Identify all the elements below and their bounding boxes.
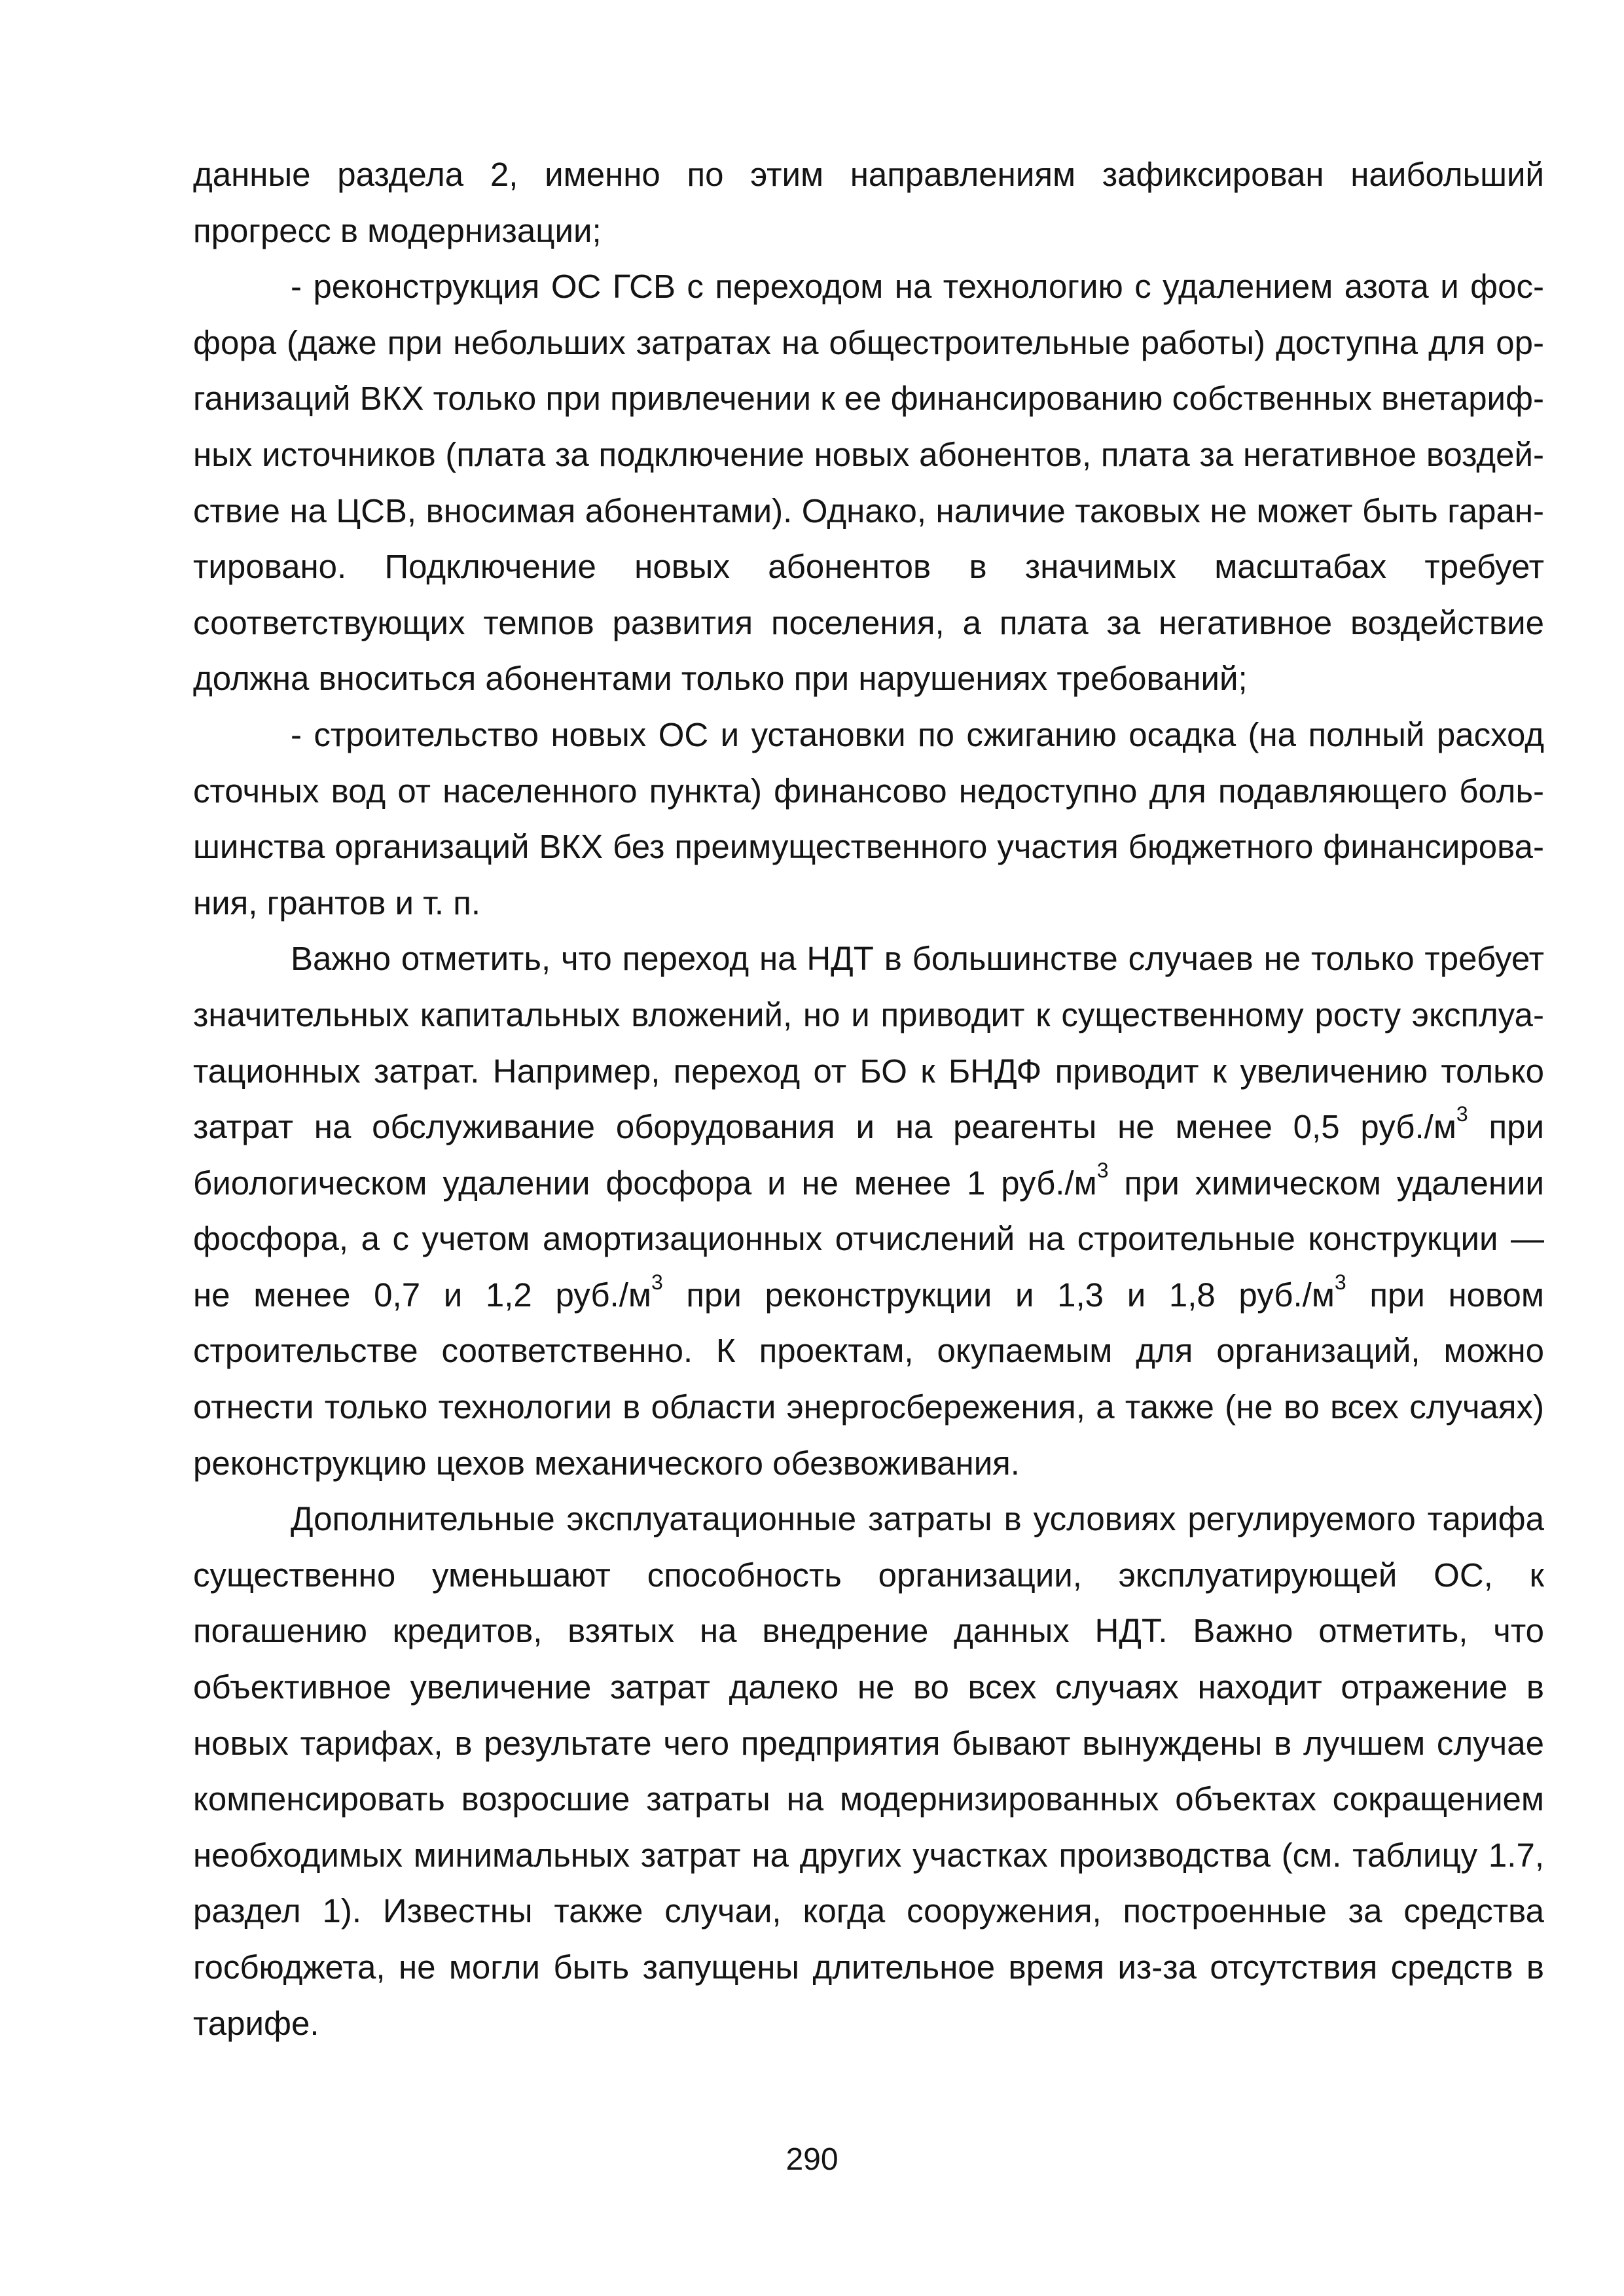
unit-superscript: [651, 1270, 663, 1314]
superscript-exponent: 3: [651, 1270, 663, 1294]
unit-superscript: [1334, 1270, 1346, 1314]
body-paragraph: [193, 259, 1544, 707]
body-paragraph: [193, 1491, 1544, 2051]
superscript-exponent: 3: [1456, 1102, 1468, 1126]
unit-superscript: [1096, 1158, 1109, 1202]
page-number: 290: [785, 2142, 839, 2177]
body-paragraph: [193, 707, 1544, 931]
superscript-exponent: 3: [1096, 1158, 1109, 1182]
text-run: при новом строительстве соответственно. К проектам, окупаемым для организаций, можно отнести только технологии в области энергосбережения, а также (не во всех случаях) реконструкцию цехов механического обезвоживания.: [193, 1276, 1544, 1482]
text-run: при биологическом удалении фосфора и не менее 1 руб./м: [193, 1108, 1544, 1202]
body-paragraph: [193, 931, 1544, 1491]
text-run: - реконструкция ОС ГСВ с переходом на технологию с удалением азота и фосфора (даже при небольших затратах на общестроительные работы) доступна для организаций ВКХ только при привлечении к ее финансированию собственных внетарифных источников (плата за подключение новых абонентов, плата за негативное воздействие на ЦСВ, вносимая абонентами). Однако, наличие таковых не может быть гарантировано. Подключение новых абонентов в значимых масштабах требует соответствующих темпов развития поселения, а плата за негативное воздействие должна вноситься абонентами только при нарушениях требований;: [193, 268, 1544, 698]
text-run: - строительство новых ОС и установки по сжиганию осадка (на полный расход сточных вод от населенного пункта) финансово недоступно для подавляющего большинства организаций ВКХ без преимущественного участия бюджетного финансирования, грантов и т. п.: [193, 715, 1544, 922]
text-run: при химическом удалении фосфора, а с учетом амортизационных отчислений на строительные конструкции — не менее 0,7 и 1,2 руб./м: [193, 1164, 1544, 1314]
text-run: Важно отметить, что переход на НДТ в большинстве случаев не только требует значительных капитальных вложений, но и приводит к существенному росту эксплуатационных затрат. Например, переход от БО к БНДФ приводит к увеличению только затрат на обслуживание оборудования и на реагенты не менее 0,5 руб./м: [193, 940, 1544, 1146]
superscript-exponent: 3: [1334, 1270, 1346, 1294]
text-run: данные раздела 2, именно по этим направлениям зафиксирован наибольший прогресс в модернизации;: [193, 156, 1544, 249]
body-paragraph: [193, 147, 1544, 259]
unit-superscript: [1456, 1102, 1468, 1145]
text-run: Дополнительные эксплуатационные затраты в условиях регулируемого тарифа существенно уменьшают способность организации, эксплуатирующей ОС, к погашению кредитов, взятых на внедрение данных НДТ. Важно отметить, что объективное увеличение затрат далеко не во всех случаях находит отражение в новых тарифах, в результате чего предприятия бывают вынуждены в лучшем случае компенсировать возросшие затраты на модернизированных объектах сокращением необходимых минимальных затрат на других участках производства (см. таблицу 1.7, раздел 1). Известны также случаи, когда сооружения, построенные за средства госбюджета, не могли быть запущены длительное время из-за отсутствия средств в тарифе.: [193, 1500, 1544, 2042]
page-body: [193, 147, 1544, 2051]
text-run: при реконструкции и 1,3 и 1,8 руб./м: [662, 1276, 1335, 1314]
